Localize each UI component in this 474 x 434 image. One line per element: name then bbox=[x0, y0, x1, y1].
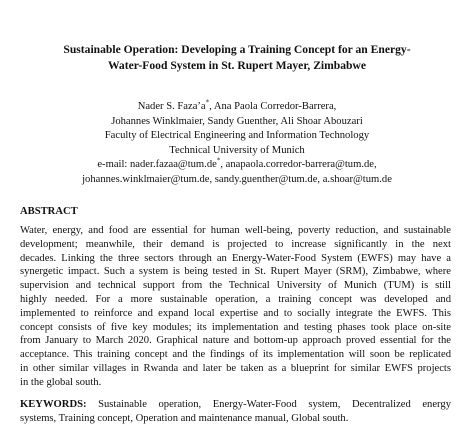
keywords-line-2: systems, Training concept, Operation and maintenance manual, Global south. bbox=[20, 412, 349, 424]
abstract-line: Water, energy, and food are essential for human well-being, poverty reduction, and sustainable bbox=[20, 225, 451, 236]
affiliation: Faculty of Electrical Engineering and Information Technology bbox=[104, 130, 370, 142]
abstract-line: supervision and technical support from the Technical University of Munich (TUM) is still bbox=[20, 280, 451, 292]
abstract-line: decades. Linking the three sectors through an Energy-Water-Food System (EWFS) may have a bbox=[20, 252, 451, 264]
abstract-line: development; meanwhile, their demand is projected to increase significantly in the next bbox=[20, 238, 451, 250]
email-line-1 bbox=[20, 158, 454, 173]
author-others: , Ana Paola Corredor-Barrera, bbox=[209, 101, 337, 112]
abstract-line: concept consists of five key modules; its implementation and testing phases took place on-site bbox=[20, 321, 451, 333]
keywords-text-1: Sustainable operation, Energy-Water-Food system, Decentralized energy bbox=[86, 399, 451, 410]
abstract-body bbox=[20, 224, 451, 390]
keywords-line-1 bbox=[20, 398, 451, 412]
email-first: e-mail: nader.fazaa@tum.de bbox=[97, 159, 217, 171]
abstract-line: from January to March 2020. Graphical nature and bottom-up approach proved essential for the bbox=[20, 335, 451, 347]
keywords-block bbox=[20, 398, 451, 426]
abstract-heading: ABSTRACT bbox=[20, 206, 78, 217]
institution: Technical University of Munich bbox=[169, 144, 305, 156]
author-line-1 bbox=[20, 100, 454, 115]
title-line-2: Water-Food System in St. Rupert Mayer, Zimbabwe bbox=[107, 59, 367, 72]
abstract-line: synergetic impact. Such a system is being tested in St. Rupert Mayer (SRM), Zimbabwe, where bbox=[20, 266, 451, 278]
abstract-line: acceptance. This training concept and the findings of its implementation will soon be replicated bbox=[20, 349, 451, 361]
email-others: , anapaola.corredor-barrera@tum.de, bbox=[220, 159, 377, 171]
abstract-line: in other similar villages in Rwanda and later be taken as a blueprint for similar EWFS projects bbox=[20, 362, 451, 374]
author-first: Nader S. Faza’a bbox=[137, 101, 206, 112]
author-block bbox=[20, 100, 454, 188]
abstract-line: in the global south. bbox=[20, 376, 102, 388]
email-line-2: johannes.winklmaier@tum.de, sandy.guenther@tum.de, a.shoar@tum.de bbox=[82, 173, 392, 185]
abstract-line: highly needed. For a more sustainable operation, a training concept was developed and bbox=[20, 293, 451, 305]
email-corresponding-mark: * bbox=[216, 156, 221, 165]
corresponding-mark: * bbox=[205, 98, 210, 107]
author-line-2: Johannes Winklmaier, Sandy Guenther, Ali Shoar Abouzari bbox=[111, 115, 363, 127]
abstract-line: implemented to reinforce and expand local expertise and to socially integrate the EWFS. This bbox=[20, 307, 451, 319]
title-line-1: Sustainable Operation: Developing a Training Concept for an Energy- bbox=[63, 43, 411, 56]
keywords-label: KEYWORDS: bbox=[20, 399, 87, 410]
paper-title bbox=[20, 42, 454, 74]
